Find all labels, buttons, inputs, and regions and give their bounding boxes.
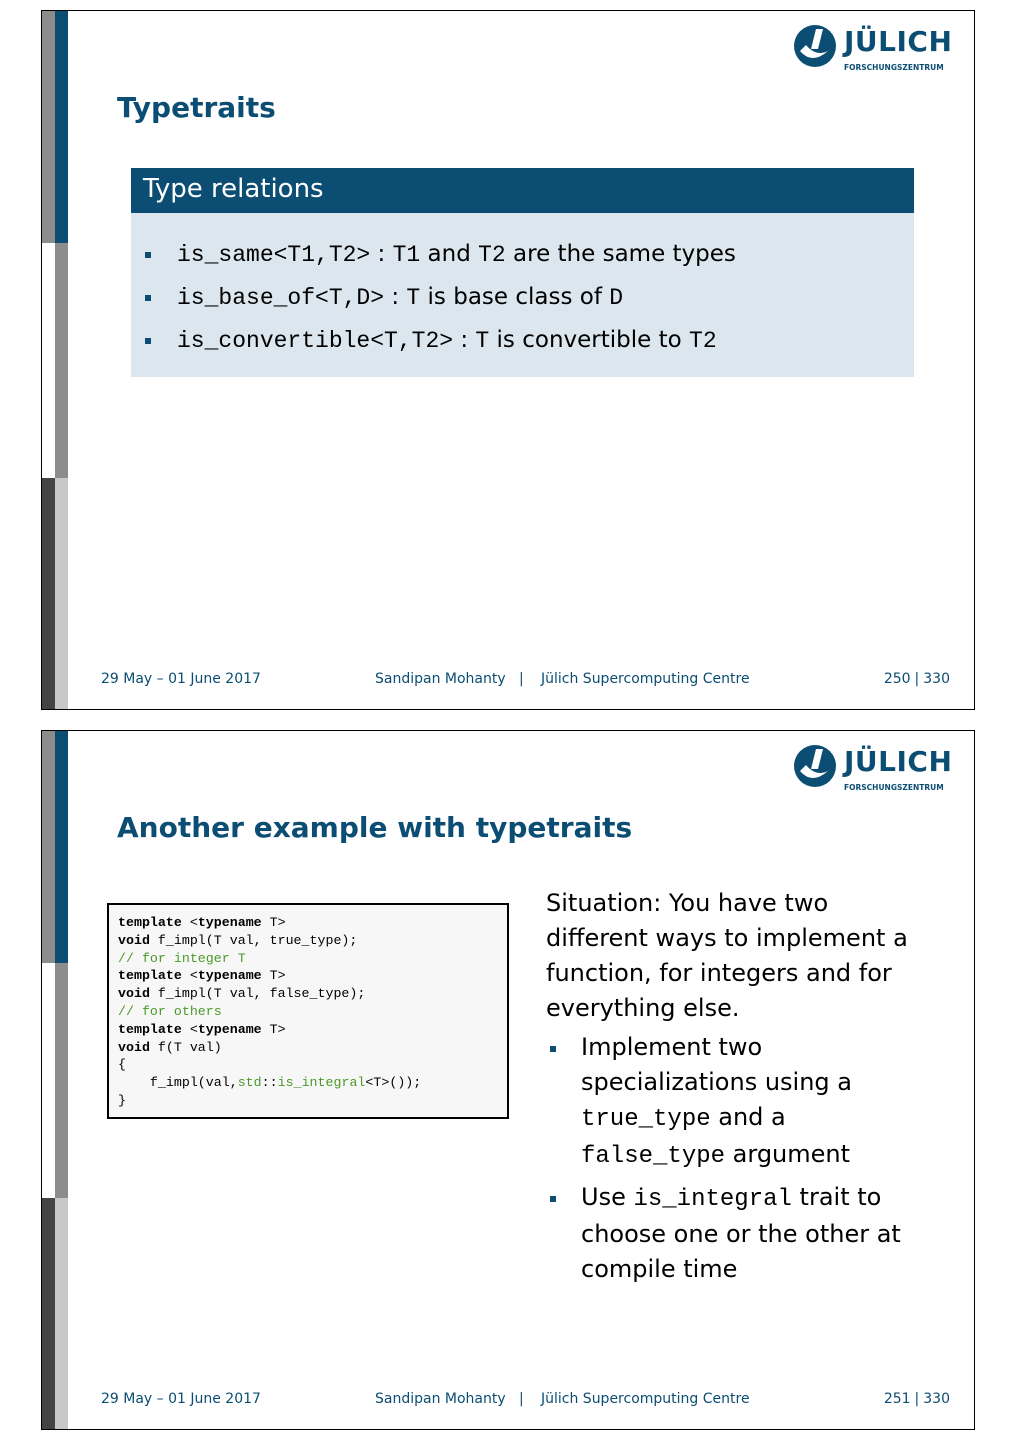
total-pages: 330 (923, 1391, 950, 1407)
explanation-text (546, 886, 916, 1293)
bullet-text: trait to choose one or the other at compile time (581, 1183, 901, 1283)
inline-code: is_integral (633, 1186, 792, 1213)
julich-logo (792, 23, 952, 77)
code-namespace: std (237, 1075, 262, 1091)
footer-date: 29 May – 01 June 2017 (101, 1391, 261, 1407)
code-text: T> (261, 968, 286, 984)
situation-paragraph: Situation: You have two different ways to implement a function, for integers and for everything else. (546, 889, 908, 1022)
colon: : (384, 284, 407, 310)
footer-date: 29 May – 01 June 2017 (101, 671, 261, 687)
code-text: } (118, 1092, 126, 1108)
julich-logo-icon (792, 743, 838, 789)
bullet-icon (145, 295, 151, 301)
left-bar (55, 243, 68, 478)
slide-250 (41, 10, 975, 710)
code-keyword: typename (197, 915, 262, 930)
code-text: f_impl(T val, true_type); (149, 932, 358, 948)
list-item (131, 319, 914, 362)
current-page: 250 (883, 671, 911, 687)
left-bar (42, 731, 55, 963)
left-bar (55, 11, 68, 243)
trait-name: is_convertible<T,T2> (177, 328, 454, 354)
code-listing (107, 903, 509, 1119)
inline-code: true_type (581, 1106, 711, 1133)
type-relations-block (131, 168, 914, 377)
slide-footer (42, 1391, 974, 1411)
code-text: :: (261, 1075, 278, 1091)
page-number (884, 671, 950, 687)
logo-wordmark: JÜLICH (844, 25, 953, 58)
left-bar (55, 963, 68, 1198)
code-text: f_impl(val, (118, 1075, 238, 1091)
slide-title: Typetraits (117, 91, 276, 124)
description: is convertible to (489, 327, 690, 353)
footer-author: Sandipan Mohanty (375, 1391, 506, 1407)
logo-subtitle: FORSCHUNGSZENTRUM (844, 63, 944, 72)
code-comment: // for integer T (118, 950, 246, 966)
bullet-icon (550, 1046, 556, 1052)
julich-logo (792, 743, 952, 797)
left-bar (42, 11, 55, 243)
footer-author: Sandipan Mohanty (375, 671, 506, 687)
explanation-list (546, 1030, 916, 1287)
type-param: D (609, 285, 624, 311)
total-pages: 330 (923, 671, 950, 687)
type-param: T (406, 285, 421, 311)
footer-org: Jülich Supercomputing Centre (541, 671, 750, 687)
list-item (131, 233, 914, 276)
colon: : (453, 327, 476, 353)
code-comment: // for others (118, 1003, 222, 1019)
type-param: T2 (478, 242, 506, 268)
logo-wordmark: JÜLICH (844, 745, 953, 778)
bullet-icon (145, 338, 151, 344)
code-text: < (181, 915, 198, 930)
type-param: T2 (689, 328, 717, 354)
code-text: f_impl(T val, false_type); (149, 986, 366, 1002)
slide-251 (41, 730, 975, 1430)
code-text: < (181, 968, 198, 984)
code-keyword: template (118, 915, 182, 930)
code-keyword: void (118, 932, 150, 948)
footer-separator: | (519, 671, 524, 687)
left-bar (42, 963, 55, 1198)
code-text: <T>()); (365, 1075, 422, 1091)
code-text: T> (261, 1021, 286, 1037)
trait-name: is_base_of<T,D> (177, 285, 385, 311)
slide-footer (42, 671, 974, 691)
left-bar (42, 243, 55, 478)
code-keyword: template (118, 1021, 182, 1037)
list-item (546, 1030, 916, 1174)
code-text: < (181, 1021, 198, 1037)
description: are the same types (505, 241, 736, 267)
trait-name: is_same<T1,T2> (177, 242, 371, 268)
logo-subtitle: FORSCHUNGSZENTRUM (844, 783, 944, 792)
bullet-text: Use (581, 1183, 634, 1211)
description: and (420, 241, 479, 267)
page-separator: | (914, 671, 920, 687)
code-function: is_integral (277, 1075, 366, 1091)
page-separator: | (914, 1391, 920, 1407)
type-relations-list (131, 213, 914, 362)
bullet-text: Implement two specializations using a (581, 1033, 852, 1096)
code-keyword: typename (197, 1021, 262, 1037)
footer-separator: | (519, 1391, 524, 1407)
block-header: Type relations (131, 168, 914, 213)
code-keyword: void (118, 986, 150, 1002)
code-keyword: void (118, 1039, 150, 1055)
bullet-text: argument (725, 1140, 851, 1168)
list-item (131, 276, 914, 319)
type-param: T1 (392, 242, 421, 268)
inline-code: false_type (581, 1143, 726, 1170)
type-param: T (475, 328, 490, 354)
colon: : (370, 241, 393, 267)
julich-logo-icon (792, 23, 838, 69)
footer-org: Jülich Supercomputing Centre (541, 1391, 750, 1407)
bullet-icon (145, 252, 151, 258)
list-item (546, 1180, 916, 1287)
code-keyword: typename (197, 968, 262, 984)
current-page: 251 (883, 1391, 911, 1407)
page-number (884, 1391, 950, 1407)
slide-title: Another example with typetraits (117, 811, 633, 844)
code-text: f(T val) (149, 1039, 222, 1055)
code-keyword: template (118, 968, 182, 984)
code-text: { (118, 1057, 126, 1073)
bullet-text: and a (710, 1103, 786, 1131)
bullet-icon (550, 1196, 556, 1202)
code-text: T> (261, 915, 286, 930)
left-bar (55, 731, 68, 963)
description: is base class of (420, 284, 610, 310)
